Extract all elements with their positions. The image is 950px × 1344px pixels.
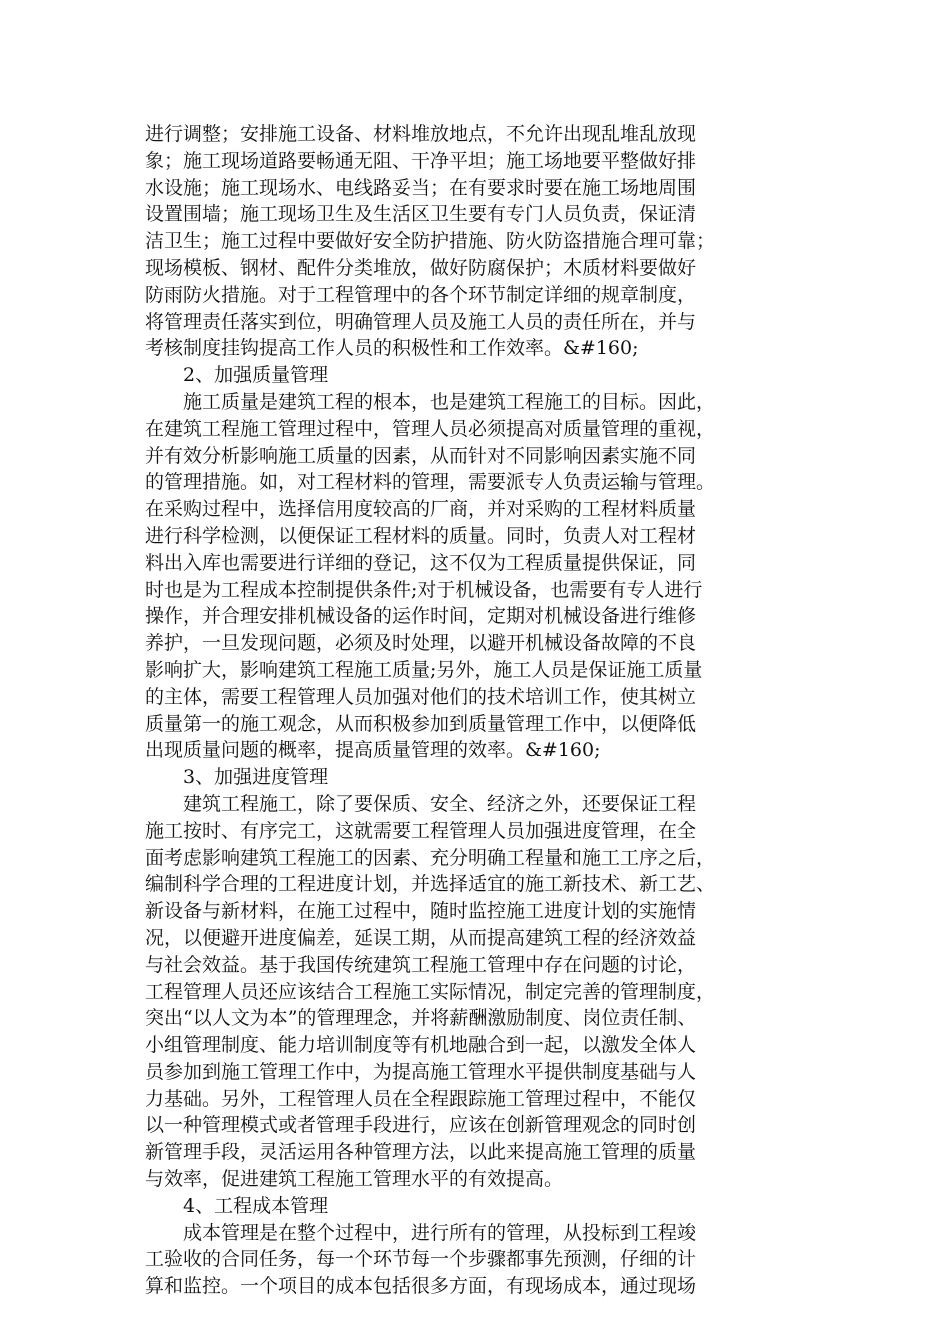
text-line: 进行科学检测，以便保证工程材料的质量。同时，负责人对工程材 [145, 524, 697, 547]
text-line: 算和监控。一个项目的成本包括很多方面，有现场成本，通过现场 [145, 1275, 697, 1298]
text-line: 新管理手段，灵活运用各种管理方法，以此来提高施工管理的质量 [145, 1141, 697, 1164]
text-line: 面考虑影响建筑工程施工的因素、充分明确工程量和施工工序之后， [145, 846, 716, 869]
text-line: 考核制度挂钩提高工作人员的积极性和工作效率。&#160; [145, 337, 639, 360]
text-line: 操作，并合理安排机械设备的运作时间，定期对机械设备进行维修 [145, 605, 697, 628]
text-line: 况，以便避开进度偏差，延误工期，从而提高建筑工程的经济效益 [145, 926, 697, 949]
section-heading: 3、加强进度管理 [145, 766, 329, 789]
text-line: 现场模板、钢材、配件分类堆放，做好防腐保护；木质材料要做好 [145, 256, 697, 279]
text-line: 进行调整；安排施工设备、材料堆放地点，不允许出现乱堆乱放现 [145, 123, 697, 145]
text-line: 新设备与新材料，在施工过程中，随时监控施工进度计划的实施情 [145, 900, 697, 923]
text-line: 与效率，促进建筑工程施工管理水平的有效提高。 [145, 1168, 564, 1191]
text-line: 在建筑工程施工管理过程中，管理人员必须提高对质量管理的重视， [145, 417, 716, 440]
text-line: 洁卫生；施工过程中要做好安全防护措施、防火防盗措施合理可靠； [145, 230, 716, 253]
text-line: 并有效分析影响施工质量的因素，从而针对不同影响因素实施不同 [145, 444, 697, 467]
text-line: 施工按时、有序完工，这就需要工程管理人员加强进度管理，在全 [145, 819, 697, 842]
text-line: 工程管理人员还应该结合工程施工实际情况，制定完善的管理制度， [145, 980, 716, 1003]
text-line: 与社会效益。基于我国传统建筑工程施工管理中存在问题的讨论， [145, 953, 697, 976]
text-line: 力基础。另外，工程管理人员在全程跟踪施工管理过程中，不能仅 [145, 1087, 697, 1110]
text-line: 施工质量是建筑工程的根本，也是建筑工程施工的目标。因此， [145, 390, 716, 413]
text-line: 时也是为工程成本控制提供条件;对于机械设备，也需要有专人进行 [145, 578, 703, 601]
text-line: 质量第一的施工观念，从而积极参加到质量管理工作中，以便降低 [145, 712, 697, 735]
text-line: 的管理措施。如，对工程材料的管理，需要派专人负责运输与管理。 [145, 471, 716, 494]
text-line: 料出入库也需要进行详细的登记，这不仅为工程质量提供保证，同 [145, 551, 697, 574]
text-line: 出现质量问题的概率，提高质量管理的效率。&#160; [145, 739, 601, 762]
text-line: 设置围墙；施工现场卫生及生活区卫生要有专门人员负责，保证清 [145, 203, 697, 226]
text-line: 水设施；施工现场水、电线路妥当；在有要求时要在施工场地周围 [145, 176, 697, 199]
section-heading: 2、加强质量管理 [145, 364, 329, 387]
text-line: 建筑工程施工，除了要保质、安全、经济之外，还要保证工程 [145, 792, 697, 815]
text-line: 象；施工现场道路要畅通无阻、干净平坦；施工场地要平整做好排 [145, 149, 697, 172]
text-line: 突出“以人文为本”的管理理念，并将薪酬激励制度、岗位责任制、 [145, 1007, 697, 1030]
text-line: 防雨防火措施。对于工程管理中的各个环节制定详细的规章制度， [145, 283, 697, 306]
text-line: 在采购过程中，选择信用度较高的厂商，并对采购的工程材料质量 [145, 498, 697, 521]
document-body [145, 121, 805, 1300]
text-line: 员参加到施工管理工作中，为提高施工管理水平提供制度基础与人 [145, 1060, 697, 1083]
text-line: 养护，一旦发现问题，必须及时处理，以避开机械设备故障的不良 [145, 632, 697, 655]
text-line: 的主体，需要工程管理人员加强对他们的技术培训工作，使其树立 [145, 685, 697, 708]
text-line: 成本管理是在整个过程中，进行所有的管理，从投标到工程竣 [145, 1221, 697, 1244]
text-line: 影响扩大，影响建筑工程施工质量;另外，施工人员是保证施工质量 [145, 658, 703, 681]
text-line: 工验收的合同任务，每一个环节每一个步骤都事先预测，仔细的计 [145, 1248, 697, 1271]
text-line: 以一种管理模式或者管理手段进行，应该在创新管理观念的同时创 [145, 1114, 697, 1137]
text-line: 小组管理制度、能力培训制度等有机地融合到一起，以激发全体人 [145, 1034, 697, 1057]
section-heading: 4、工程成本管理 [145, 1194, 329, 1217]
text-line: 编制科学合理的工程进度计划，并选择适宜的施工新技术、新工艺、 [145, 873, 716, 896]
text-line: 将管理责任落实到位，明确管理人员及施工人员的责任所在，并与 [145, 310, 697, 333]
